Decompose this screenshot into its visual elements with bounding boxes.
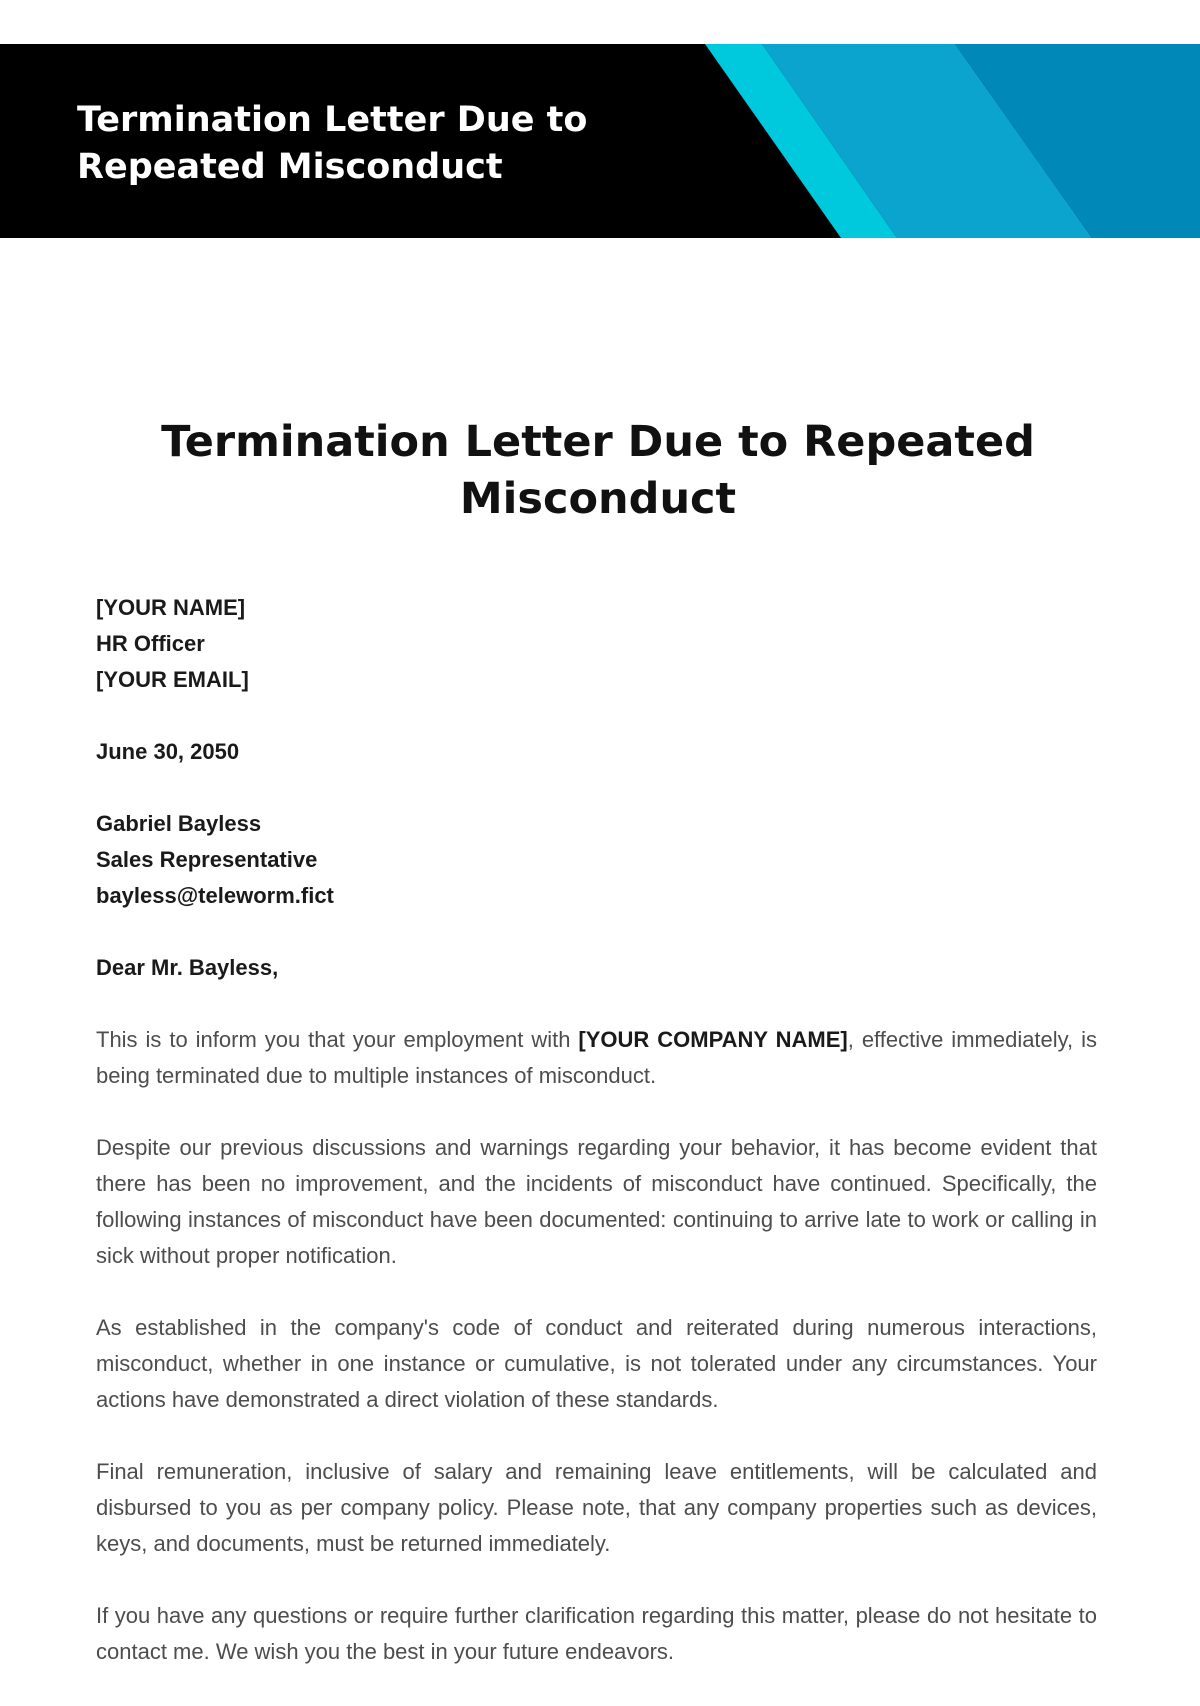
sender-email: [YOUR EMAIL]	[96, 667, 249, 692]
banner-title: Termination Letter Due to Repeated Misconduct	[77, 100, 588, 187]
recipient-block	[96, 806, 1097, 914]
sender-position: HR Officer	[96, 631, 205, 656]
paragraph-remuneration: Final remuneration, inclusive of salary and remaining leave entitlements, will be calculated and disbursed to you as per company policy. Please note, that any company properties such as devices, keys, and documents, must be returned immediately.	[96, 1459, 1097, 1556]
paragraph-termination-notice	[96, 1022, 1097, 1094]
sender-block	[96, 590, 1097, 698]
paragraph-1-end: , effective immediately, is being terminated due to multiple instances of misconduct.	[96, 1027, 1097, 1088]
salutation-block	[96, 950, 1097, 986]
recipient-email: bayless@teleworm.fict	[96, 883, 334, 908]
paragraph-closing: If you have any questions or require further clarification regarding this matter, please do not hesitate to contact me. We wish you the best in your future endeavors.	[96, 1603, 1097, 1664]
document-title: Termination Letter Due to Repeated Misconduct	[161, 417, 1035, 524]
date-block	[96, 734, 1097, 770]
company-name: [YOUR COMPANY NAME]	[578, 1027, 848, 1052]
paragraph-1-start: This is to inform you that your employment with	[96, 1027, 579, 1052]
letter-date: June 30, 2050	[96, 739, 240, 764]
paragraph-policy: As established in the company's code of conduct and reiterated during numerous interactions, misconduct, whether in one instance or cumulative, is not tolerated under any circumstances. Your actions have demonstrated a direct violation of these standards.	[96, 1315, 1097, 1412]
salutation: Dear Mr. Bayless,	[96, 955, 279, 980]
recipient-name: Gabriel Bayless	[96, 811, 262, 836]
paragraph-misconduct-details: Despite our previous discussions and warnings regarding your behavior, it has become evident that there has been no improvement, and the incidents of misconduct have continued. Specifically, the following instances of misconduct have been documented: continuing to arrive late to work or calling in sick without proper notification.	[96, 1135, 1097, 1268]
header-banner	[0, 44, 1200, 238]
letter-body	[96, 590, 1097, 1706]
sender-name: [YOUR NAME]	[96, 595, 246, 620]
recipient-position: Sales Representative	[96, 847, 318, 872]
